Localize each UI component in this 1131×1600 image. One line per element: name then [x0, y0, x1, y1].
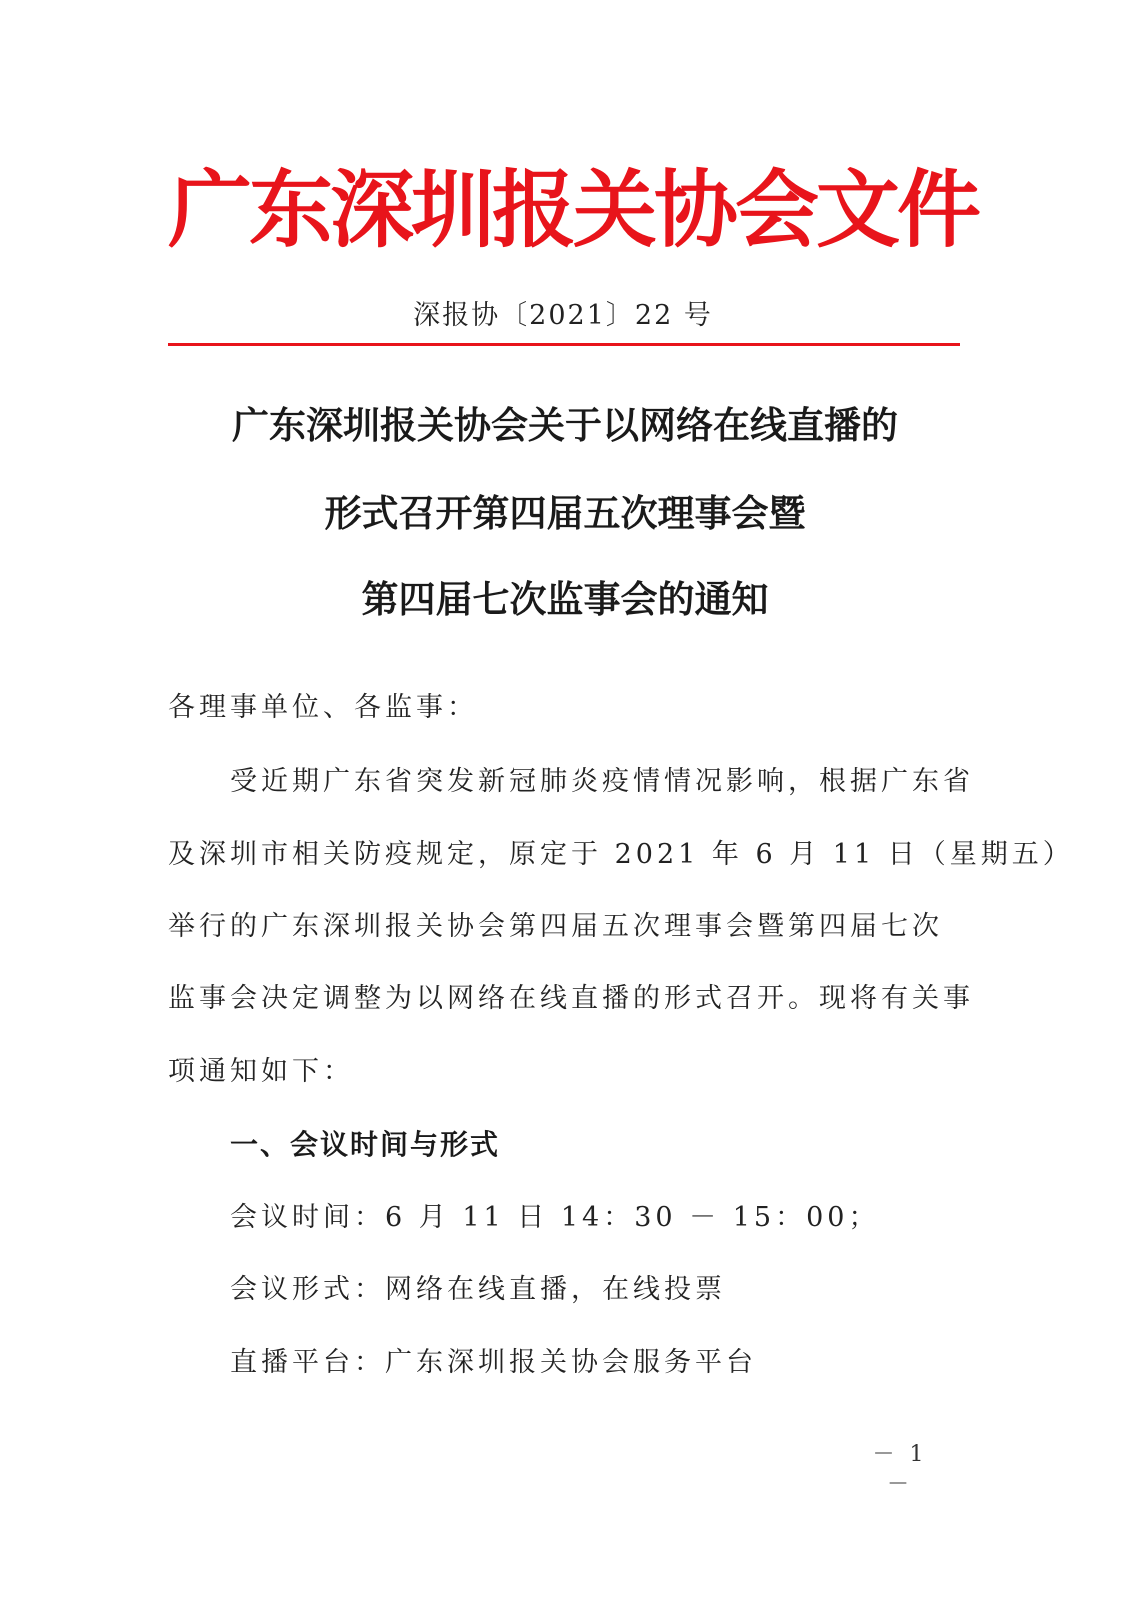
paragraph-line-2: 及深圳市相关防疫规定，原定于 2021 年 6 月 11 日（星期五） — [168, 839, 1074, 870]
section-heading: 一、会议时间与形式 — [230, 1128, 501, 1161]
notice-title-line-2: 形式召开第四届五次理事会暨 — [324, 491, 806, 535]
notice-title-line-3: 第四届七次监事会的通知 — [361, 577, 769, 621]
streaming-platform: 直播平台：广东深圳报关协会服务平台 — [230, 1347, 757, 1378]
meeting-format: 会议形式：网络在线直播，在线投票 — [230, 1274, 726, 1305]
document-number: 深报协〔2021〕22 号 — [413, 300, 713, 331]
page-number: － 1 － — [872, 1442, 928, 1497]
paragraph-line-1: 受近期广东省突发新冠肺炎疫情情况影响，根据广东省 — [230, 766, 974, 797]
masthead-title: 广东深圳报关协会文件 — [168, 161, 979, 259]
paragraph-line-5: 项通知如下： — [168, 1056, 354, 1087]
salutation: 各理事单位、各监事： — [168, 692, 478, 723]
paragraph-line-4: 监事会决定调整为以网络在线直播的形式召开。现将有关事 — [168, 983, 974, 1014]
notice-title-line-1: 广东深圳报关协会关于以网络在线直播的 — [232, 403, 898, 447]
red-divider-line — [168, 343, 960, 346]
paragraph-line-3: 举行的广东深圳报关协会第四届五次理事会暨第四届七次 — [168, 911, 943, 942]
meeting-time: 会议时间：6 月 11 日 14：30 － 15：00； — [230, 1202, 880, 1233]
